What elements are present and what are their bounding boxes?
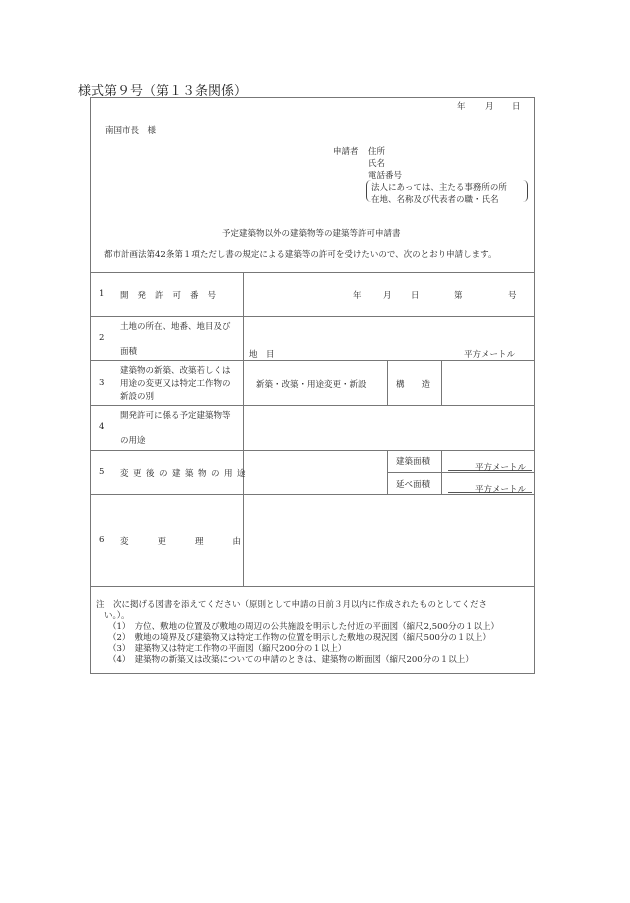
row1-year: 年 [353,291,362,301]
row6-label: 変更理由 [120,537,271,547]
notes-line2: い。）。 [104,611,130,621]
row4-label-line2: の用途 [120,436,146,446]
row5-label: 変更後の建築物の用途 [120,469,251,479]
row1-number: 1 [99,289,105,299]
row5-floor-area-unit: 平方メートル [475,485,527,495]
row2-unit: 平方メートル [464,350,516,360]
row2-chimoku: 地 目 [249,350,275,360]
notes-line1: 注 次に掲げる図書を添えてください（原則として申請の日前３月以内に作成されたものとしてくださ [96,600,488,610]
row3-number: 3 [99,378,105,388]
row3-label-line1: 建築物の新築、改築若しくは [120,366,231,376]
intro-text: 都市計画法第42条第１項ただし書の規定による建築等の許可を受けたいので、次のとおり申請します。 [104,250,497,260]
row1-go: 号 [508,291,517,301]
applicant-name-label: 氏名 [368,159,386,169]
notes-item: （2） 敷地の境界及び建築物又は特定工作物の位置を明示した敷地の現況図（縮尺500分の１以上） [108,633,491,643]
row2-label-line2: 面積 [120,347,138,357]
row4-number: 4 [99,422,105,432]
row2-label-line1: 土地の所在、地番、地目及び [120,322,231,332]
row1-dai: 第 [454,291,463,301]
row5-floor-area-label: 延べ面積 [396,480,431,490]
row6-number: 6 [99,535,105,545]
row5-number: 5 [99,467,105,477]
date-year: 年 [457,102,466,112]
row5-building-area-label: 建築面積 [396,457,431,467]
row3-structure-label: 構 造 [396,380,431,390]
row5-building-area-unit: 平方メートル [475,463,527,473]
applicant-address-label: 住所 [368,147,386,157]
addressee: 南国市長 様 [105,126,157,136]
row3-label-line2: 用途の変更又は特定工作物の [120,379,231,389]
row1-label: 開発許可番号 [120,291,226,301]
notes-item: （4） 建築物の新築又は改築についての申請のときは、建築物の断面図（縮尺200分の１以上） [108,655,474,665]
corporate-note-line1: 法人にあっては、主たる事務所の所 [371,183,507,193]
date-month: 月 [485,102,494,112]
notes-item: （3） 建築物又は特定工作物の平面図（縮尺200分の１以上） [108,644,347,654]
row3-label-line3: 新設の別 [120,392,155,402]
notes-item: （1） 方位、敷地の位置及び敷地の周辺の公共施設を明示した付近の平面図（縮尺2,500分の１以上） [108,622,499,632]
row3-construction-options[interactable]: 新築・改築・用途変更・新設 [256,380,367,390]
applicant-phone-label: 電話番号 [368,171,403,181]
form-number: 様式第９号（第１３条関係） [78,84,248,99]
form-title: 予定建築物以外の建築物等の建築等許可申請書 [222,229,401,239]
row1-day: 日 [411,291,420,301]
corporate-note-line2: 在地、名称及び代表者の職・氏名 [371,195,499,205]
row4-label-line1: 開発許可に係る予定建築物等 [120,411,231,421]
row1-month: 月 [383,291,392,301]
row2-number: 2 [99,333,105,343]
date-day: 日 [512,102,521,112]
applicant-label: 申請者 [333,147,359,157]
